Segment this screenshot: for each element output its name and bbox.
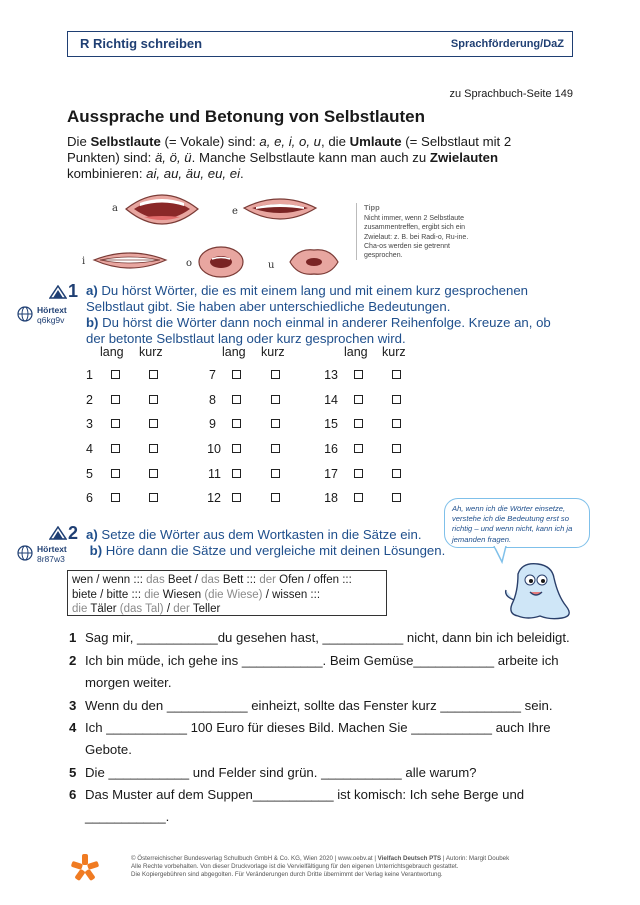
exercise-1-number: 1 bbox=[68, 281, 79, 301]
row-number: 2 bbox=[86, 393, 93, 407]
checkbox-kurz[interactable] bbox=[271, 370, 280, 379]
row-number: 17 bbox=[324, 467, 338, 481]
checkbox-lang[interactable] bbox=[354, 419, 363, 428]
checkbox-kurz[interactable] bbox=[149, 419, 158, 428]
checkbox-kurz[interactable] bbox=[271, 444, 280, 453]
row-number: 12 bbox=[207, 491, 221, 505]
checkbox-kurz[interactable] bbox=[271, 493, 280, 502]
checkbox-kurz[interactable] bbox=[149, 395, 158, 404]
checkbox-lang[interactable] bbox=[354, 469, 363, 478]
checkbox-lang[interactable] bbox=[354, 444, 363, 453]
col-lang: lang bbox=[100, 345, 124, 359]
col-lang: lang bbox=[344, 345, 368, 359]
row-number: 10 bbox=[207, 442, 221, 456]
exercise-2-instructions: a) Setze die Wörter aus dem Wortkasten in die Sätze ein. b) Höre dann die Sätze und vergleiche mit deinen Lösungen. bbox=[86, 527, 446, 558]
row-number: 9 bbox=[209, 417, 216, 431]
checkbox-kurz[interactable] bbox=[149, 469, 158, 478]
checkbox-lang[interactable] bbox=[232, 395, 241, 404]
row-number: 15 bbox=[324, 417, 338, 431]
col-kurz: kurz bbox=[139, 345, 163, 359]
sentence-item: 2 Ich bin müde, ich gehe ins ___________. Beim Gemüse___________ arbeite ich morgen weiter. bbox=[69, 653, 559, 690]
page-header bbox=[67, 31, 573, 57]
exercise-1-instructions: a) Du hörst Wörter, die es mit einem lang und mit einem kurz gesprochenen Selbstlaut gibt. Sie haben aber unterschiedliche Bedeutungen. b) Du hörst die Wörter dann noch einmal in anderer Reihenfolge. Kreuze an, ob der betonte Selbstlaut lang oder kurz gesprochen wird. bbox=[86, 283, 551, 346]
row-number: 7 bbox=[209, 368, 216, 382]
tip-text: Nicht immer, wenn 2 Selbstlaute zusammentreffen, ergibt sich ein Zwielaut: z. B. bei Radi-o, Ru-ine. Cha-os werden sie getrennt gesprochen. bbox=[364, 215, 469, 260]
intro-text: Die Selbstlaute (= Vokale) sind: a, e, i, o, u, die Umlaute (= Selbstlaut mit 2 Punkten) sind: ä, ö, ü. Manche Selbstlaute kann man auch zu Zwielauten kombinieren: ai, au, äu, eu, ei. bbox=[67, 134, 512, 181]
checkbox-lang[interactable] bbox=[111, 444, 120, 453]
mouth-a-icon bbox=[122, 185, 202, 233]
checkbox-kurz[interactable] bbox=[271, 395, 280, 404]
checkbox-kurz[interactable] bbox=[392, 493, 401, 502]
checkbox-lang[interactable] bbox=[354, 493, 363, 502]
row-number: 5 bbox=[86, 467, 93, 481]
sentence-item: 3 Wenn du den ___________ einheizt, sollte das Fenster kurz ___________ sein. bbox=[69, 698, 553, 713]
word-box: wen / wenn ::: das Beet / das Bett ::: der Ofen / offen ::: biete / bitte ::: die Wiesen (die Wiese) / wissen ::: die Täler (das Tal) / der Teller bbox=[67, 570, 387, 616]
checkbox-lang[interactable] bbox=[111, 395, 120, 404]
checkbox-lang[interactable] bbox=[354, 370, 363, 379]
checkbox-lang[interactable] bbox=[111, 419, 120, 428]
checkbox-kurz[interactable] bbox=[271, 469, 280, 478]
row-number: 1 bbox=[86, 368, 93, 382]
checkbox-kurz[interactable] bbox=[149, 370, 158, 379]
row-number: 14 bbox=[324, 393, 338, 407]
row-number: 18 bbox=[324, 491, 338, 505]
row-number: 11 bbox=[208, 467, 221, 481]
sentence-item: 6 Das Muster auf dem Suppen___________ ist komisch: Ich sehe Berge und ___________. bbox=[69, 787, 525, 824]
sentence-item: 1 Sag mir, ___________du gesehen hast, ___________ nicht, dann bin ich beleidigt. bbox=[69, 630, 570, 645]
checkbox-kurz[interactable] bbox=[149, 444, 158, 453]
mascot-icon bbox=[500, 560, 580, 622]
row-number: 3 bbox=[86, 417, 93, 431]
difficulty-triangle-icon bbox=[49, 285, 67, 299]
checkbox-kurz[interactable] bbox=[392, 469, 401, 478]
mouth-letter: e bbox=[232, 206, 238, 217]
sentence-item: 4 Ich ___________ 100 Euro für dieses Bild. Machen Sie ___________ auch Ihre Gebote. bbox=[69, 720, 551, 757]
checkbox-lang[interactable] bbox=[354, 395, 363, 404]
globe-icon[interactable] bbox=[17, 545, 33, 561]
checkbox-lang[interactable] bbox=[232, 469, 241, 478]
footer-copyright: © Österreichischer Bundesverlag Schulbuch GmbH & Co. KG, Wien 2020 | www.oebv.at | Vielfach Deutsch PTS | Autorin: Margit Doubek Alle Rechte vorbehalten. Von dieser Druckvorlage ist die Vervielfältigung für den eigenen Unterrichtsgebrauch gestattet. Die Kopiergebühren sind abgegolten. Für Veränderungen durch Dritte übernimmt der Verlag keine Verantwortung. bbox=[131, 855, 510, 878]
publisher-logo-icon bbox=[68, 852, 102, 884]
row-number: 8 bbox=[209, 393, 216, 407]
checkbox-lang[interactable] bbox=[232, 419, 241, 428]
checkbox-lang[interactable] bbox=[111, 370, 120, 379]
mouth-i-icon bbox=[90, 244, 170, 278]
row-number: 4 bbox=[86, 442, 93, 456]
row-number: 16 bbox=[324, 442, 338, 456]
mouth-letter: a bbox=[112, 203, 118, 214]
hoertext-link-1[interactable]: Hörtext q6kg9v bbox=[37, 305, 67, 325]
exercise-2-number: 2 bbox=[68, 523, 79, 543]
checkbox-lang[interactable] bbox=[232, 370, 241, 379]
page-reference: zu Sprachbuch-Seite 149 bbox=[449, 88, 573, 100]
mouth-e-icon bbox=[240, 188, 320, 232]
mouth-o-icon bbox=[196, 244, 246, 280]
globe-icon[interactable] bbox=[17, 306, 33, 322]
col-kurz: kurz bbox=[382, 345, 406, 359]
col-lang: lang bbox=[222, 345, 246, 359]
difficulty-triangle-icon bbox=[49, 526, 67, 540]
checkbox-kurz[interactable] bbox=[271, 419, 280, 428]
hoertext-link-2[interactable]: Hörtext 8r87w3 bbox=[37, 544, 67, 564]
checkbox-lang[interactable] bbox=[232, 444, 241, 453]
sentence-item: 5 Die ___________ und Felder sind grün. ___________ alle warum? bbox=[69, 765, 477, 780]
tip-box bbox=[356, 203, 484, 260]
checkbox-kurz[interactable] bbox=[392, 444, 401, 453]
row-number: 13 bbox=[324, 368, 338, 382]
checkbox-lang[interactable] bbox=[111, 493, 120, 502]
mouth-letter: o bbox=[186, 258, 193, 269]
checkbox-kurz[interactable] bbox=[392, 395, 401, 404]
page-title: Aussprache und Betonung von Selbstlauten bbox=[67, 107, 425, 126]
row-number: 6 bbox=[86, 491, 93, 505]
header-right: Sprachförderung/DaZ bbox=[450, 38, 564, 50]
checkbox-kurz[interactable] bbox=[149, 493, 158, 502]
tip-title: Tipp bbox=[364, 203, 380, 212]
speech-bubble: Ah, wenn ich die Wörter einsetze, verstehe ich die Bedeutung erst so richtig – und wenn nicht, kann ich ja jemanden fragen. bbox=[444, 498, 590, 548]
mouth-u-icon bbox=[284, 244, 344, 280]
mouth-letter: u bbox=[268, 260, 275, 271]
header-left: R Richtig schreiben bbox=[80, 36, 203, 51]
checkbox-kurz[interactable] bbox=[392, 370, 401, 379]
col-kurz: kurz bbox=[261, 345, 285, 359]
checkbox-kurz[interactable] bbox=[392, 419, 401, 428]
mouth-letter: i bbox=[82, 256, 86, 267]
checkbox-lang[interactable] bbox=[232, 493, 241, 502]
checkbox-lang[interactable] bbox=[111, 469, 120, 478]
